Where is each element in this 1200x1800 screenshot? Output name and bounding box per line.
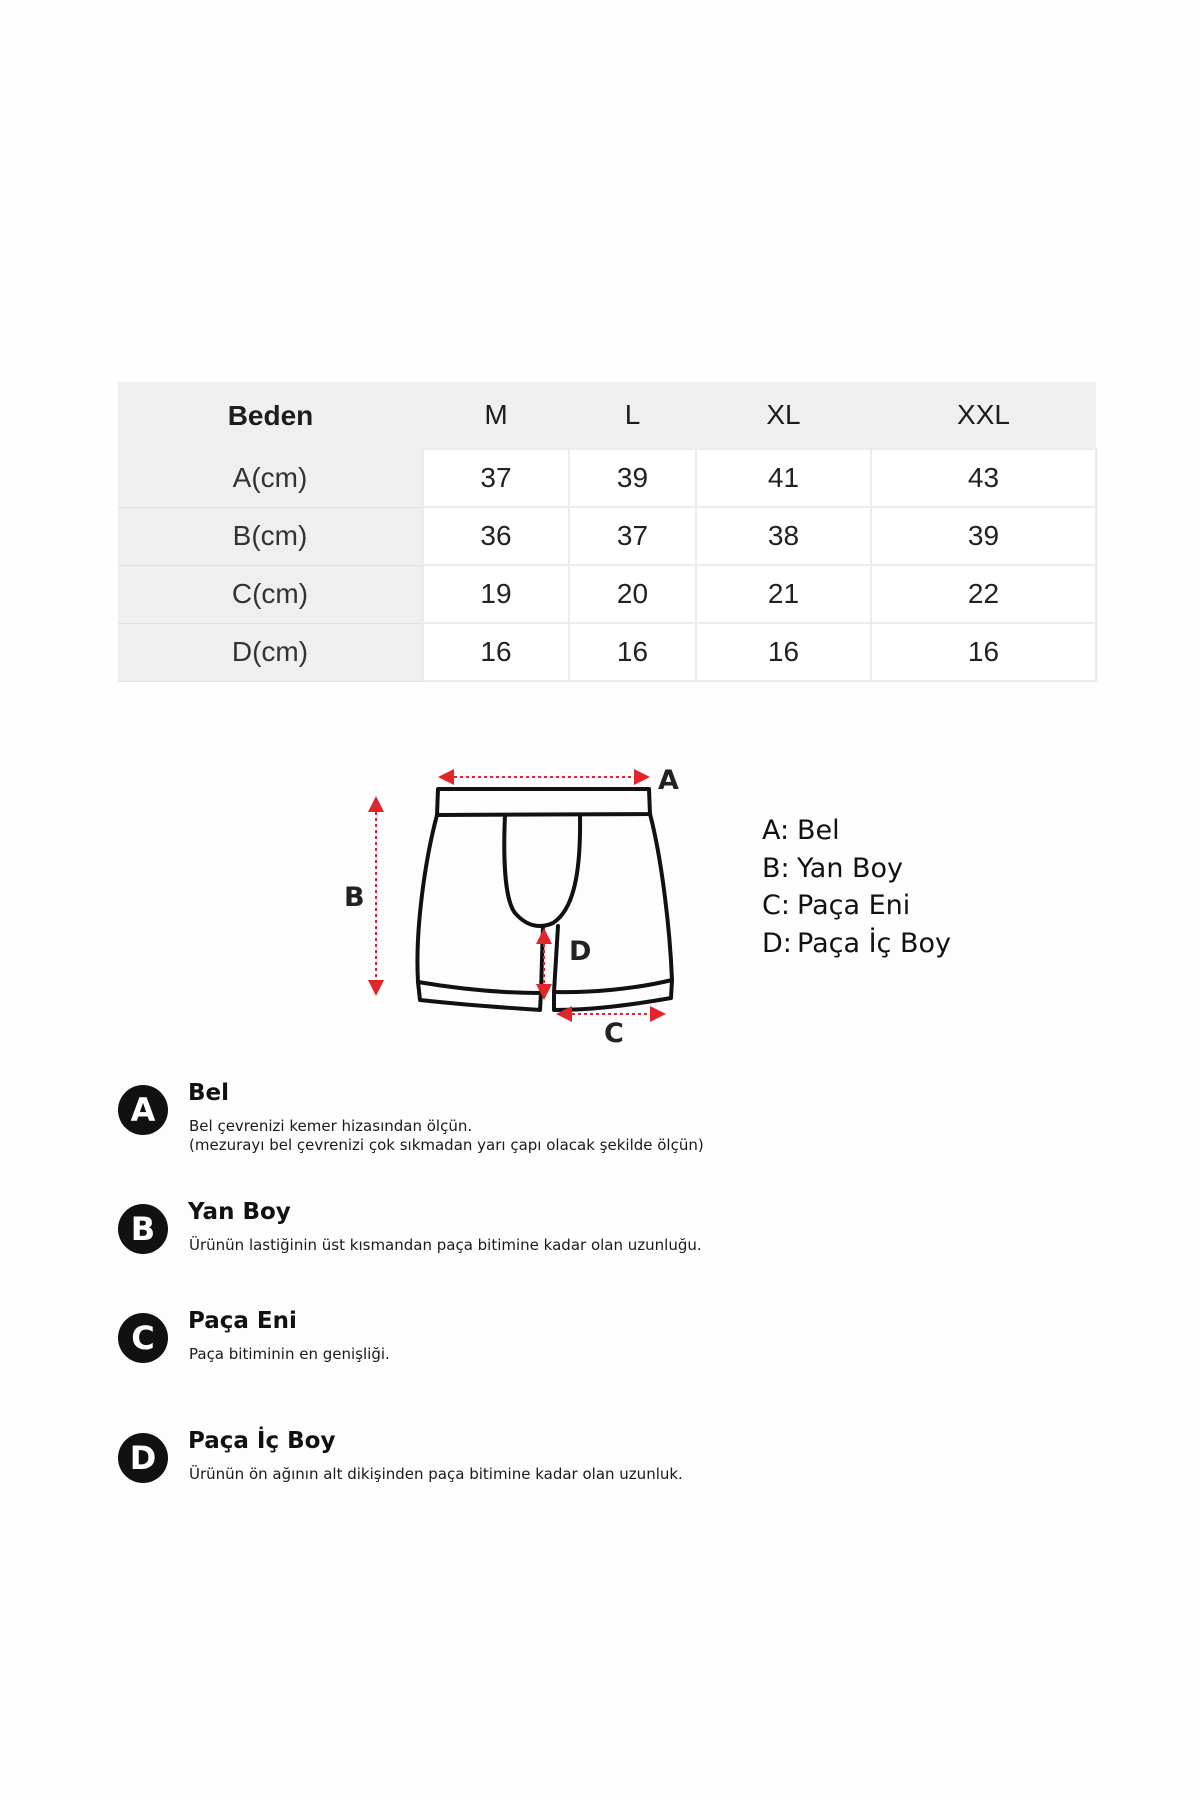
leg-hem-left xyxy=(418,982,541,993)
badge-a-icon: A xyxy=(118,1085,168,1135)
table-cell: 16 xyxy=(423,623,569,681)
badge-d-icon: D xyxy=(118,1433,168,1483)
description-text xyxy=(189,1465,683,1484)
legend-item xyxy=(762,925,951,963)
description-title: Yan Boy xyxy=(188,1199,291,1225)
table-cell: 39 xyxy=(871,507,1096,565)
size-header-xl: XL xyxy=(696,382,871,449)
measurement-legend xyxy=(762,812,951,962)
size-header-label: Beden xyxy=(118,382,423,449)
description-line: (mezurayı bel çevrenizi çok sıkmadan yarı çapı olacak şekilde ölçün) xyxy=(189,1136,704,1154)
size-header-xxl: XXL xyxy=(871,382,1096,449)
legend-key: C: xyxy=(762,890,790,921)
table-cell: 16 xyxy=(696,623,871,681)
table-cell: 16 xyxy=(871,623,1096,681)
legend-key: D: xyxy=(762,927,792,959)
front-pouch xyxy=(504,815,580,926)
row-label: C(cm) xyxy=(118,565,423,623)
table-row xyxy=(118,449,1096,507)
description-line: Ürünün lastiğinin üst kısmandan paça bitimine kadar olan uzunluğu. xyxy=(189,1236,702,1254)
description-title: Paça Eni xyxy=(188,1308,297,1334)
legend-item xyxy=(762,812,951,850)
description-text xyxy=(189,1236,702,1255)
table-cell: 37 xyxy=(569,507,696,565)
legend-key: B: xyxy=(762,852,790,884)
size-header-m: M xyxy=(423,382,569,449)
legend-text: Yan Boy xyxy=(797,852,904,884)
description-text xyxy=(189,1117,704,1155)
badge-c-icon: C xyxy=(118,1313,168,1363)
legend-item xyxy=(762,887,951,925)
table-cell: 37 xyxy=(423,449,569,507)
description-line: Ürünün ön ağının alt dikişinden paça bitimine kadar olan uzunluk. xyxy=(189,1465,683,1483)
row-label: D(cm) xyxy=(118,623,423,681)
size-table xyxy=(118,382,1097,682)
table-row xyxy=(118,507,1096,565)
table-cell: 22 xyxy=(871,565,1096,623)
table-cell: 16 xyxy=(569,623,696,681)
table-cell: 43 xyxy=(871,449,1096,507)
row-label: A(cm) xyxy=(118,449,423,507)
table-row xyxy=(118,565,1096,623)
description-text xyxy=(189,1345,390,1364)
table-cell: 21 xyxy=(696,565,871,623)
marker-a: A xyxy=(658,765,679,796)
table-cell: 41 xyxy=(696,449,871,507)
table-cell: 38 xyxy=(696,507,871,565)
right-leg xyxy=(554,814,672,1010)
legend-item xyxy=(762,850,951,888)
size-table-header xyxy=(118,382,1096,449)
row-label: B(cm) xyxy=(118,507,423,565)
marker-c: C xyxy=(604,1018,624,1049)
badge-b-icon: B xyxy=(118,1204,168,1254)
table-cell: 36 xyxy=(423,507,569,565)
legend-text: Paça Eni xyxy=(797,890,911,921)
description-title: Paça İç Boy xyxy=(188,1428,336,1454)
table-cell: 39 xyxy=(569,449,696,507)
legend-text: Bel xyxy=(797,815,840,846)
legend-text: Paça İç Boy xyxy=(797,927,951,959)
marker-d: D xyxy=(569,936,592,967)
waistband xyxy=(437,789,650,815)
table-cell: 20 xyxy=(569,565,696,623)
legend-key: A: xyxy=(762,815,790,846)
table-row xyxy=(118,623,1096,681)
table-cell: 19 xyxy=(423,565,569,623)
description-line: Paça bitiminin en genişliği. xyxy=(189,1345,390,1363)
description-line: Bel çevrenizi kemer hizasından ölçün. xyxy=(189,1117,473,1135)
description-title: Bel xyxy=(188,1080,230,1106)
left-leg xyxy=(417,815,543,1010)
leg-hem-right xyxy=(554,980,672,992)
size-header-l: L xyxy=(569,382,696,449)
marker-b: B xyxy=(344,882,365,913)
